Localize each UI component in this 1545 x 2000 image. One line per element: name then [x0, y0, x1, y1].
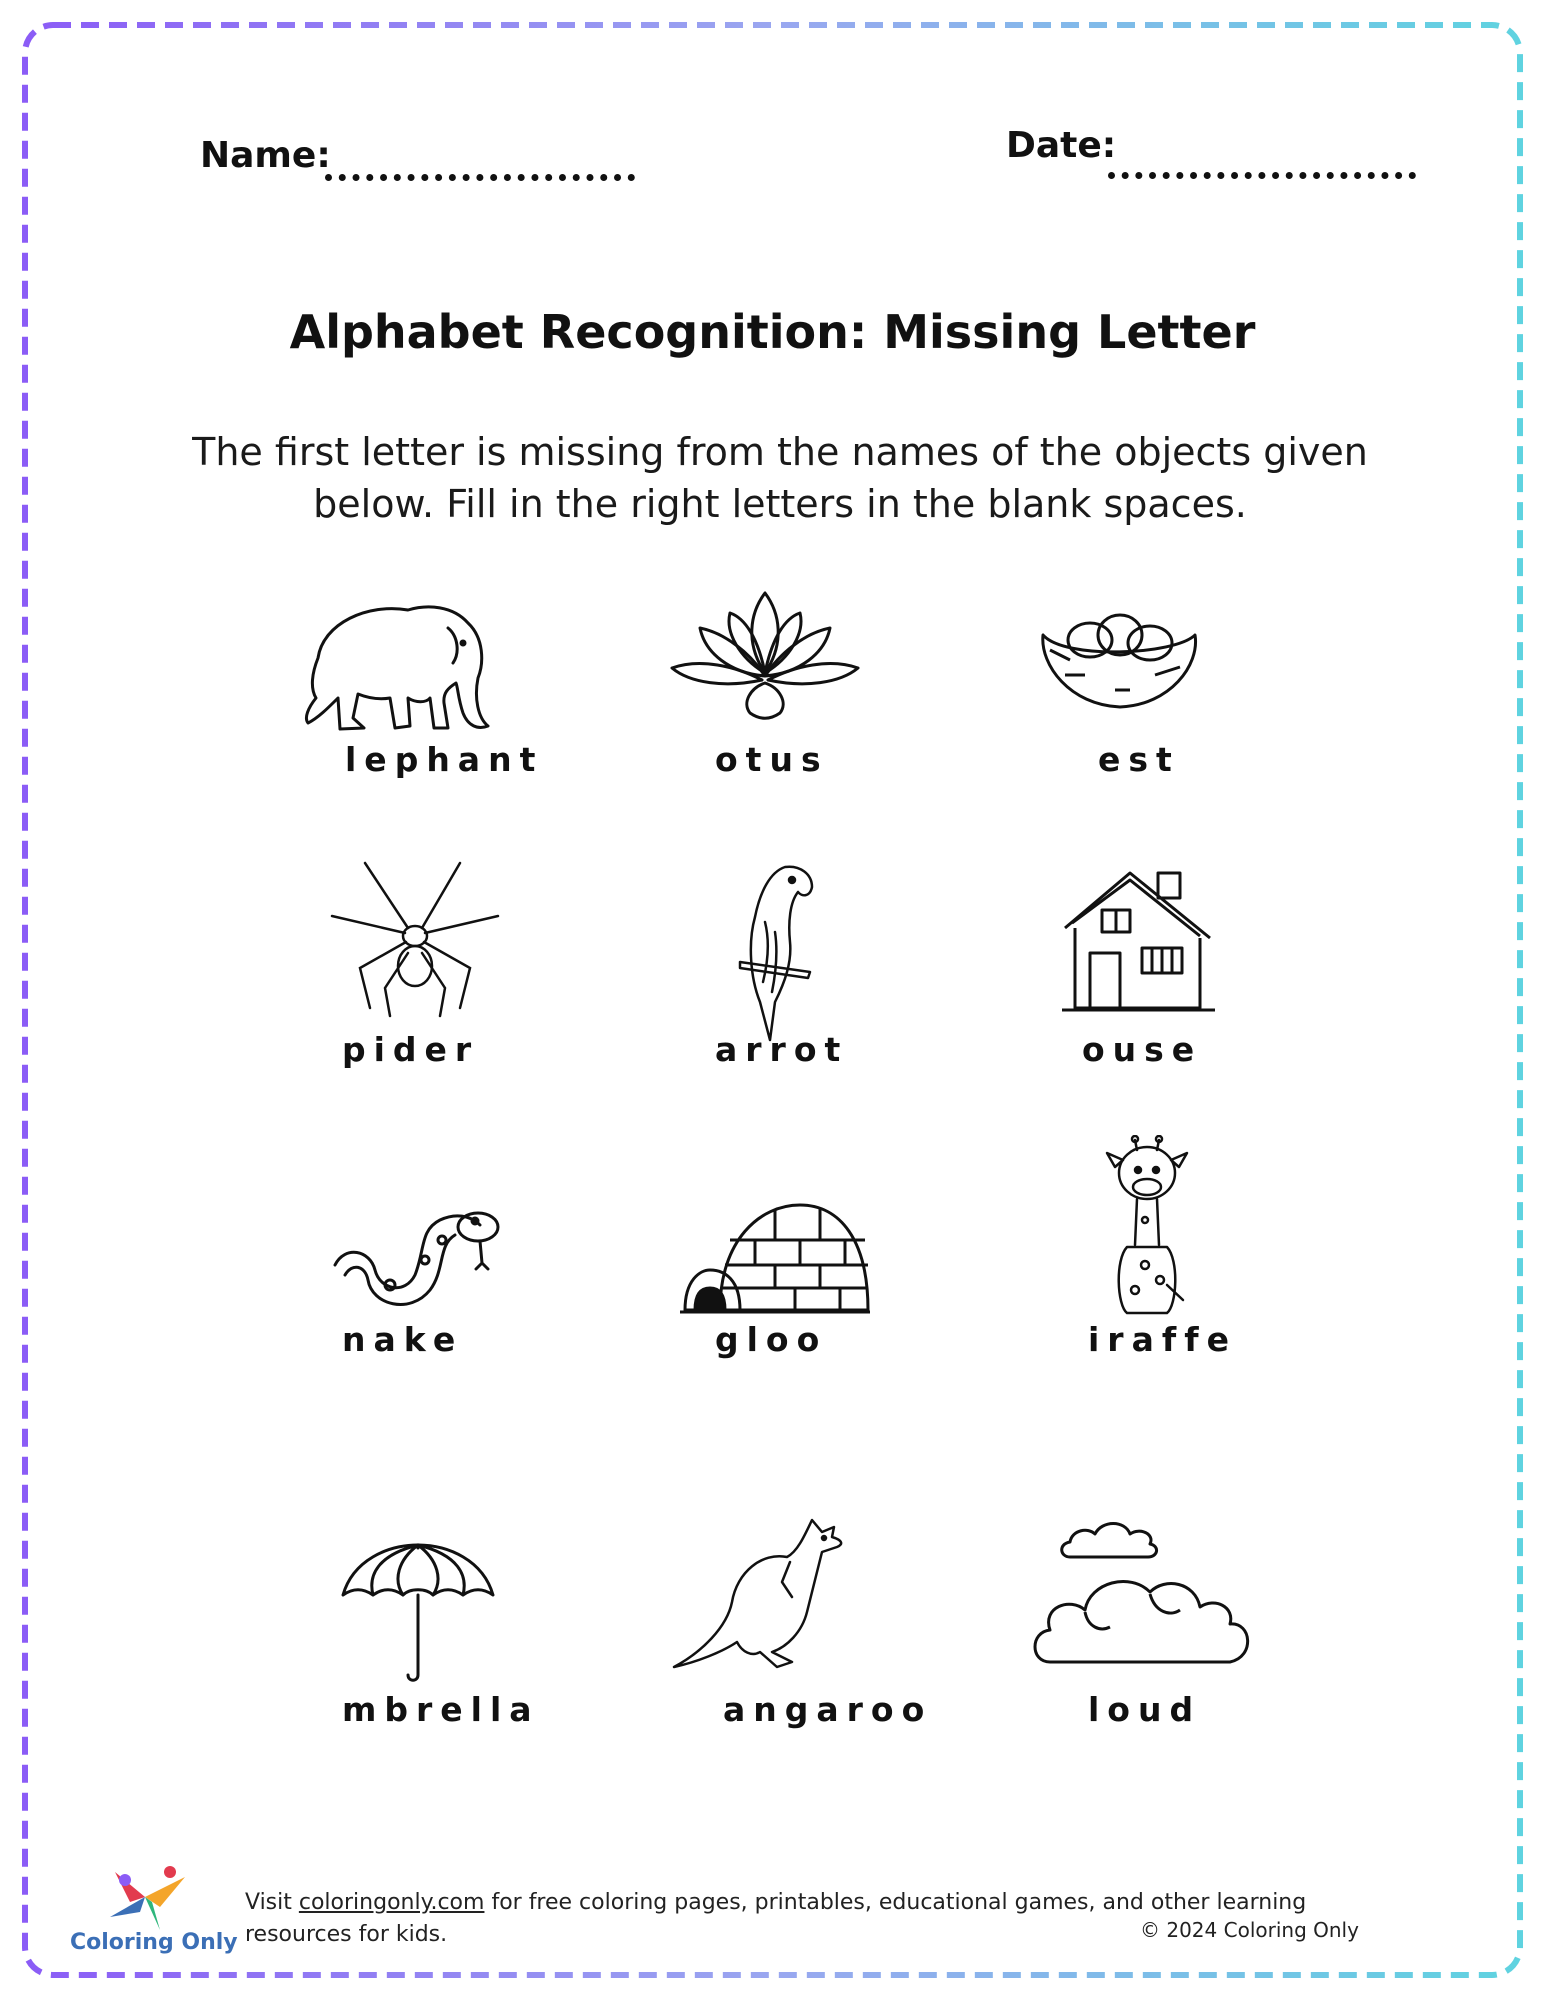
elephant-icon	[298, 598, 493, 738]
brand-logo-icon	[100, 1862, 190, 1936]
item-word-1: lephant	[345, 740, 544, 779]
item-word-11: angaroo	[723, 1690, 933, 1729]
footer-prefix: Visit	[245, 1890, 299, 1915]
item-word-8: gloo	[715, 1320, 828, 1359]
item-word-10: mbrella	[342, 1690, 540, 1729]
kangaroo-icon	[672, 1512, 867, 1672]
brand-name: Coloring Only	[70, 1930, 238, 1955]
item-word-5: arrot	[715, 1030, 849, 1069]
lotus-icon	[670, 588, 860, 723]
item-word-4: pider	[342, 1030, 480, 1069]
name-label: Name:	[200, 135, 331, 176]
page-title: Alphabet Recognition: Missing Letter	[289, 305, 1256, 359]
item-word-3: est	[1098, 740, 1180, 779]
footer-link[interactable]: coloringonly.com	[298, 1890, 485, 1915]
footer-suffix: for free coloring pages, printables, educational games, and other learning resources for kids.	[245, 1890, 1307, 1947]
house-icon	[1060, 868, 1220, 1018]
item-word-7: nake	[342, 1320, 464, 1359]
igloo-icon	[680, 1200, 870, 1315]
date-field[interactable]	[1108, 172, 1416, 179]
item-word-12: loud	[1088, 1690, 1202, 1729]
spider-icon	[330, 858, 500, 1018]
name-field[interactable]	[325, 174, 635, 181]
parrot-icon	[730, 862, 820, 1042]
copyright: © 2024 Coloring Only	[1140, 1918, 1359, 1942]
date-label: Date:	[1006, 125, 1117, 166]
cloud-icon	[1030, 1512, 1260, 1677]
snake-icon	[330, 1205, 500, 1315]
nest-icon	[1035, 605, 1205, 715]
umbrella-icon	[338, 1540, 498, 1685]
giraffe-icon	[1105, 1135, 1190, 1320]
instructions: The first letter is missing from the names of the objects given below. Fill in the right letters in the blank spaces.	[192, 430, 1368, 526]
item-word-6: ouse	[1082, 1030, 1203, 1069]
item-word-9: iraffe	[1088, 1320, 1237, 1359]
item-word-2: otus	[715, 740, 829, 779]
